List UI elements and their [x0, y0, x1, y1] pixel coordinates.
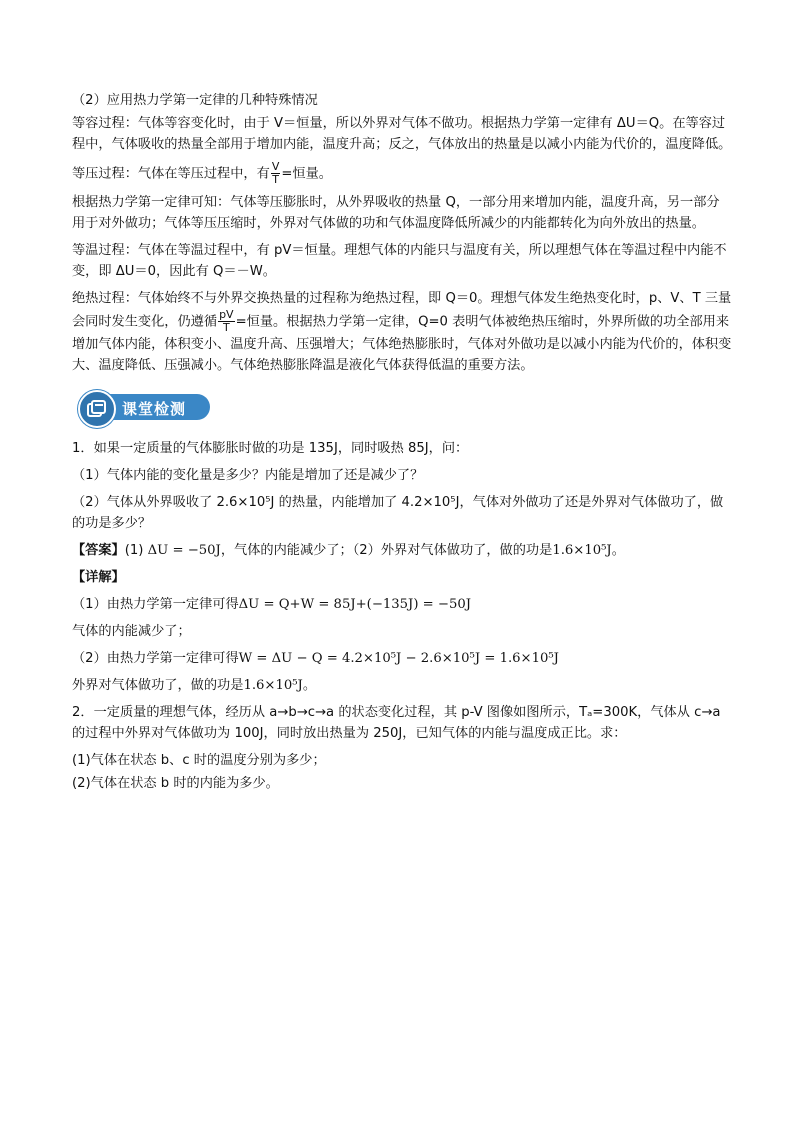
adiabatic-paragraph — [72, 288, 732, 376]
answer-text-c: 。 — [611, 543, 625, 558]
conclusion-math: 1.6×10⁵J — [243, 678, 303, 693]
fraction-denominator: T — [272, 173, 279, 186]
adiabatic-fraction — [218, 309, 235, 334]
detail-step-2-math: W = ΔU − Q = 4.2×10⁵J − 2.6×10⁵J = 1.6×10⁵J — [238, 651, 559, 666]
answer-text-b: ，气体的内能减少了；（2）外界对气体做功了，做的功是 — [220, 543, 553, 558]
document-page — [72, 90, 732, 796]
answer-text-a: (1) — [124, 543, 148, 558]
q2-sub1: (1)气体在状态 b、c 时的温度分别为多少； — [72, 753, 326, 768]
isobaric-text-a: 等压过程：气体在等压过程中，有 — [72, 166, 270, 182]
q1-sub1: （1）气体内能的变化量是多少？内能是增加了还是减少了？ — [72, 468, 424, 483]
conclusion-text-a: 外界对气体做功了，做的功是 — [72, 678, 244, 693]
section-banner — [78, 390, 732, 424]
document-stack-icon — [78, 390, 116, 428]
detail-step-1-math: ΔU = Q+W = 85J+(−135J) = −50J — [238, 597, 472, 612]
answer-label: 【答案】 — [72, 543, 125, 558]
q1-sub2: （2）气体从外界吸收了 2.6×10⁵J 的热量，内能增加了 4.2×10⁵J，气体对外做功了还是外界对气体做功了，做的功是多少？ — [72, 495, 724, 531]
isobaric-text-b: =恒量。 — [281, 166, 332, 182]
isochoric-paragraph: 等容过程：气体等容变化时，由于 V＝恒量，所以外界对气体不做功。根据热力学第一定律有 ΔU＝Q。在等容过程中，气体吸收的热量全部用于增加内能，温度升高；反之，气体放出的热量是以减小内能为代价的，温度降低。 — [72, 116, 732, 152]
adiabatic-text-a: 绝热过程：气体始终不与外界交换热量的过程称为绝热过程，即 Q＝0。理想气体发生绝热变化时，p、V、T 三量会同时发生变化，仍遵循 — [72, 291, 732, 330]
detail-step-2-conclusion — [72, 675, 732, 696]
isobaric-paragraph — [72, 161, 732, 186]
detail-step-1-text: （1）由热力学第一定律可得 — [72, 597, 239, 612]
fraction-numerator: V — [271, 160, 280, 173]
fraction-denominator: T — [222, 321, 230, 334]
fraction-numerator: pV — [219, 308, 234, 321]
isobaric-detail-paragraph: 根据热力学第一定律可知：气体等压膨胀时，从外界吸收的热量 Q，一部分用来增加内能，温度升高，另一部分用于对外做功；气体等压压缩时，外界对气体做的功和气体温度降低所减少的内能都转化为向外放出的热量。 — [72, 195, 720, 231]
q2-sub2: (2)气体在状态 b 时的内能为多少。 — [72, 776, 279, 791]
detail-step-2 — [72, 648, 732, 669]
q2-stem: 2．一定质量的理想气体，经历从 a→b→c→a 的状态变化过程，其 p-V 图像如图所示，Tₐ=300K，气体从 c→a 的过程中外界对气体做功为 100J，同时放出热量为 250J，已知气体的内能与温度成正比。求： — [72, 705, 721, 741]
answer-math-1: ΔU = −50J — [147, 543, 221, 558]
adiabatic-text-b: =恒量。根据热力学第一定律，Q=0 表明气体被绝热压缩时，外界所做的功全部用来增加气体内能，体积变小、温度升高、压强增大；气体绝热膨胀时，气体对外做功是以减小内能为代价的，体积变大、温度降低、压强减小。气体绝热膨胀降温是液化气体获得低温的重要方法。 — [72, 314, 732, 373]
conclusion-text-b: 。 — [302, 678, 317, 693]
isobaric-fraction — [271, 161, 281, 186]
detail-step-1 — [72, 594, 732, 615]
q1-stem: 1．如果一定质量的气体膨胀时做的功是 135J，同时吸热 85J，问： — [72, 441, 469, 456]
isothermal-paragraph: 等温过程：气体在等温过程中，有 pV＝恒量。理想气体的内能只与温度有关，所以理想气体在等温过程中内能不变，即 ΔU＝0，因此有 Q＝－W。 — [72, 243, 727, 279]
detail-step-2-text: （2）由热力学第一定律可得 — [72, 651, 239, 666]
section-heading: （2）应用热力学第一定律的几种特殊情况 — [72, 93, 318, 108]
detail-label: 【详解】 — [72, 570, 125, 585]
banner-title: 课堂检测 — [122, 400, 187, 418]
detail-step-1-conclusion: 气体的内能减少了； — [72, 624, 191, 639]
q1-answer — [72, 540, 732, 561]
answer-math-2: 1.6×10⁵J — [552, 543, 612, 558]
